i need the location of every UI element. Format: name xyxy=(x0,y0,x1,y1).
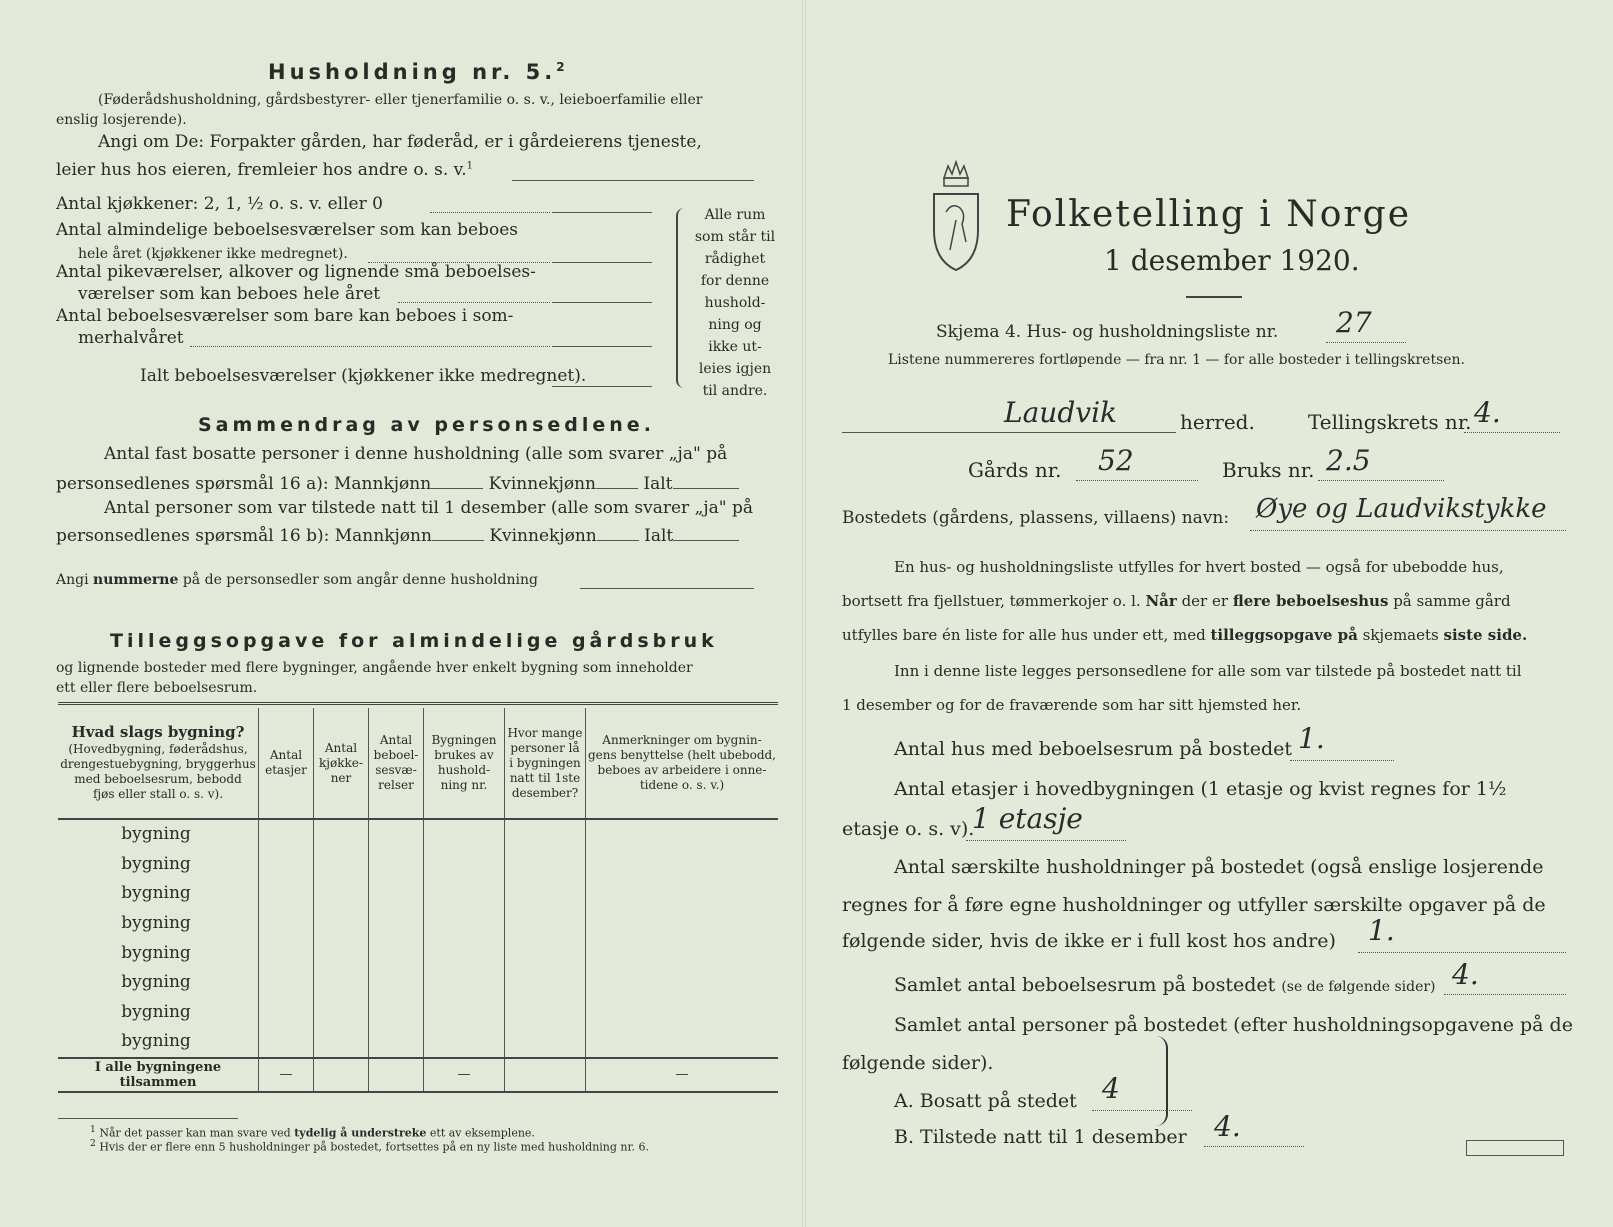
table-total-row xyxy=(58,1058,778,1092)
sommer-line2: merhalvåret xyxy=(78,328,184,348)
sidenote-line: til andre. xyxy=(702,383,768,399)
row-label: bygning xyxy=(121,853,191,874)
page-fold xyxy=(802,0,806,1227)
tilstede-field[interactable] xyxy=(1204,1146,1304,1147)
skjema-value: 27 xyxy=(1336,306,1372,339)
herred-label: herred. xyxy=(1180,410,1255,434)
row-label: bygning xyxy=(121,942,191,963)
table-row[interactable] xyxy=(58,819,778,850)
total-label: I alle bygningene tilsammen xyxy=(58,1058,259,1092)
row-label: bygning xyxy=(121,1001,191,1022)
sidenote-line: som står til xyxy=(694,229,776,245)
coat-of-arms-icon xyxy=(930,160,982,272)
gards-label: Gårds nr. xyxy=(968,458,1062,482)
footnote-1: $^1$ Når det passer kan man svare ved tydelig å understreke ett av eksemplene. xyxy=(90,1124,535,1140)
pike-field[interactable] xyxy=(552,302,652,303)
saerskilte-line3: følgende sider, hvis de ikke er i full kost hos andre) xyxy=(842,930,1336,952)
angi-line2: leier hus hos eieren, fremleier hos andre o. s. v.$^1$ xyxy=(56,160,473,180)
household-intro-line1: (Føderådshusholdning, gårdsbestyrer- eller tjenerfamilie o. s. v., leieboerfamilie eller xyxy=(98,92,703,108)
title-rule xyxy=(1186,296,1242,298)
sammendrag-title: Sammendrag av personsedlene. xyxy=(198,414,655,436)
row-label: bygning xyxy=(121,972,191,993)
info-line2: bortsett fra fjellstuer, tømmerkojer o. l. Når der er flere beboelseshus på samme gård xyxy=(842,592,1511,610)
footnote-2: $^2$ Hvis der er flere enn 5 husholdninger på bostedet, fortsettes på en ny liste med husholdning nr. 6. xyxy=(90,1138,650,1154)
sommer-line1: Antal beboelsesværelser som bare kan beboes i som- xyxy=(56,306,514,326)
ialt-label: Ialt beboelsesværelser (kjøkkener ikke medregnet). xyxy=(140,366,587,386)
col-kjokkener: Antal kjøkke- ner xyxy=(314,708,369,819)
sidenote-line: ning og xyxy=(708,317,762,333)
info-line5: 1 desember og for de fraværende som har sitt hjemsted her. xyxy=(842,696,1302,714)
fast-line2: personsedlenes spørsmål 16 a): Mannkjønn Kvinnekjønn Ialt xyxy=(56,474,739,494)
skjema-field[interactable] xyxy=(1326,342,1406,343)
info-line1: En hus- og husholdningsliste utfylles for hvert bosted — også for ubebodde hus, xyxy=(894,558,1504,576)
row-label: bygning xyxy=(121,883,191,904)
bruks-field[interactable] xyxy=(1318,480,1444,481)
table-top-rule xyxy=(58,702,778,705)
footnote-rule xyxy=(58,1118,238,1119)
bruks-label: Bruks nr. xyxy=(1222,458,1315,482)
sidenote-line: hushold- xyxy=(704,295,766,311)
table-row[interactable] xyxy=(58,1027,778,1058)
samlet-rum-value: 4. xyxy=(1452,958,1479,991)
col-building-type: Hvad slags bygning? (Hovedbygning, føderådshus, drengestuebygning, bryggerhus med beboelsesrum, bebodd fjøs eller stall o. s. v). xyxy=(58,708,259,819)
info-line3: utfylles bare én liste for alle hus under ett, med tilleggsopgave på skjemaets siste side. xyxy=(842,626,1528,644)
col-personer: Hvor mange personer lå i bygningen natt til 1ste desember? xyxy=(505,708,586,819)
table-row[interactable] xyxy=(58,879,778,909)
total-dash: — xyxy=(424,1058,505,1092)
printer-stamp xyxy=(1466,1140,1564,1156)
census-title: Folketelling i Norge xyxy=(1006,194,1411,235)
row-label: bygning xyxy=(121,824,191,845)
col-etasjer: Antal etasjer xyxy=(259,708,314,819)
tellingskrets-field[interactable] xyxy=(1464,432,1560,433)
saerskilte-value: 1. xyxy=(1368,914,1395,947)
ialt-field[interactable] xyxy=(552,386,652,387)
bosatt-label: A. Bosatt på stedet xyxy=(894,1090,1077,1112)
table-row[interactable] xyxy=(58,968,778,998)
etasjer-value: 1 etasje xyxy=(972,802,1083,835)
listene-note: Listene nummereres fortløpende — fra nr. 1 — for alle bosteder i tellingskretsen. xyxy=(888,352,1466,368)
bosatt-value: 4 xyxy=(1102,1072,1120,1105)
saerskilte-line1: Antal særskilte husholdninger på bostedet (også enslige losjerende xyxy=(894,856,1544,878)
tilstede-line2: personsedlenes spørsmål 16 b): Mannkjønn Kvinnekjønn Ialt xyxy=(56,526,739,546)
angi-answer-line[interactable] xyxy=(512,180,754,181)
tellingskrets-label: Tellingskrets nr. xyxy=(1308,410,1472,434)
nummerne-line: Angi nummerne på de personsedler som angår denne husholdning xyxy=(56,572,538,588)
fast-line1: Antal fast bosatte personer i denne husholdning (alle som svarer „ja" på xyxy=(104,444,728,464)
sidenote-brace xyxy=(676,208,688,388)
alm-field[interactable] xyxy=(552,262,652,263)
bracket-mark xyxy=(1150,1036,1168,1126)
row-label: bygning xyxy=(121,913,191,934)
sidenote-line: leies igjen xyxy=(698,361,772,377)
hus-label: Antal hus med beboelsesrum på bostedet xyxy=(894,738,1293,760)
right-page xyxy=(805,0,1613,1227)
kjokken-field[interactable] xyxy=(552,212,652,213)
samlet-rum-line: Samlet antal beboelsesrum på bostedet (se de følgende sider) xyxy=(894,974,1436,996)
sommer-field[interactable] xyxy=(552,346,652,347)
etasjer-line2: etasje o. s. v). xyxy=(842,818,975,840)
saerskilte-field[interactable] xyxy=(1358,952,1566,953)
bosted-value: Øye og Laudvikstykke xyxy=(1256,494,1547,524)
pike-dots xyxy=(398,302,550,303)
census-date: 1 desember 1920. xyxy=(1104,244,1360,277)
kjokken-dots xyxy=(430,212,550,213)
alm-line1: Antal almindelige beboelsesværelser som kan beboes xyxy=(56,220,518,240)
table-row[interactable] xyxy=(58,938,778,968)
skjema-label: Skjema 4. Hus- og husholdningsliste nr. xyxy=(936,322,1279,342)
bosted-label: Bostedets (gårdens, plassens, villaens) navn: xyxy=(842,508,1230,528)
sidenote-line: Alle rum xyxy=(704,207,766,223)
sidenote-line: ikke ut- xyxy=(708,339,762,355)
col-anmerkninger: Anmerkninger om bygnin- gens benyttelse (helt ubebodd, beboes av arbeidere i onne- tidene o. s. v.) xyxy=(586,708,779,819)
table-row[interactable] xyxy=(58,909,778,939)
samlet-rum-field[interactable] xyxy=(1444,994,1566,995)
tilstede-label: B. Tilstede natt til 1 desember xyxy=(894,1126,1187,1148)
etasjer-field[interactable] xyxy=(966,840,1126,841)
tillegg-title: Tilleggsopgave for almindelige gårdsbruk xyxy=(110,630,718,652)
nummerne-field[interactable] xyxy=(580,588,754,589)
col-husholdning: Bygningen brukes av hushold- ning nr. xyxy=(424,708,505,819)
tellingskrets-value: 4. xyxy=(1474,396,1501,429)
info-line4: Inn i denne liste legges personsedlene for alle som var tilstede på bostedet natt til xyxy=(894,662,1522,680)
sommer-dots xyxy=(190,346,550,347)
tillegg-line1: og lignende bosteder med flere bygninger, angående hver enkelt bygning som inneholder xyxy=(56,660,693,676)
herred-field[interactable] xyxy=(842,432,1176,433)
pike-line2: værelser som kan beboes hele året xyxy=(78,284,381,304)
sidenote xyxy=(690,204,780,402)
bruks-value: 2.5 xyxy=(1326,444,1371,477)
angi-line1: Angi om De: Forpakter gården, har føderåd, er i gårdeierens tjeneste, xyxy=(98,132,702,152)
gards-field[interactable] xyxy=(1076,480,1198,481)
alm-line2: hele året (kjøkkener ikke medregnet). xyxy=(78,246,348,262)
herred-value: Laudvik xyxy=(1004,396,1117,429)
table-row[interactable] xyxy=(58,998,778,1028)
row-label: bygning xyxy=(121,1031,191,1052)
saerskilte-line2: regnes for å føre egne husholdninger og utfyller særskilte opgaver på de xyxy=(842,894,1546,916)
table-row[interactable] xyxy=(58,850,778,880)
tilstede-value: 4. xyxy=(1214,1110,1241,1143)
hus-field[interactable] xyxy=(1290,760,1394,761)
building-table xyxy=(58,708,778,1093)
bosatt-field[interactable] xyxy=(1092,1110,1192,1111)
kjokken-label: Antal kjøkkener: 2, 1, ½ o. s. v. eller 0 xyxy=(56,194,383,214)
etasjer-line1: Antal etasjer i hovedbygningen (1 etasje og kvist regnes for 1½ xyxy=(894,778,1507,800)
hus-value: 1. xyxy=(1298,722,1325,755)
household-title: Husholdning nr. 5.$^2$ xyxy=(268,60,569,84)
gards-value: 52 xyxy=(1098,444,1134,477)
tilstede-line1: Antal personer som var tilstede natt til 1 desember (alle som svarer „ja" på xyxy=(104,498,754,518)
tillegg-line2: ett eller flere beboelsesrum. xyxy=(56,680,258,696)
total-dash: — xyxy=(259,1058,314,1092)
total-dash: — xyxy=(586,1058,779,1092)
samlet-pers-line2: følgende sider). xyxy=(842,1052,994,1074)
household-intro-line2: enslig losjerende). xyxy=(56,112,187,128)
sidenote-line: for denne xyxy=(700,273,770,289)
bosted-field[interactable] xyxy=(1250,530,1566,531)
samlet-pers-line1: Samlet antal personer på bostedet (efter husholdningsopgavene på de xyxy=(894,1014,1573,1036)
pike-line1: Antal pikeværelser, alkover og lignende små beboelses- xyxy=(56,262,536,282)
sidenote-line: rådighet xyxy=(704,251,766,267)
col-beboelsesvaerelser: Antal beboel- sesvæ- relser xyxy=(369,708,424,819)
